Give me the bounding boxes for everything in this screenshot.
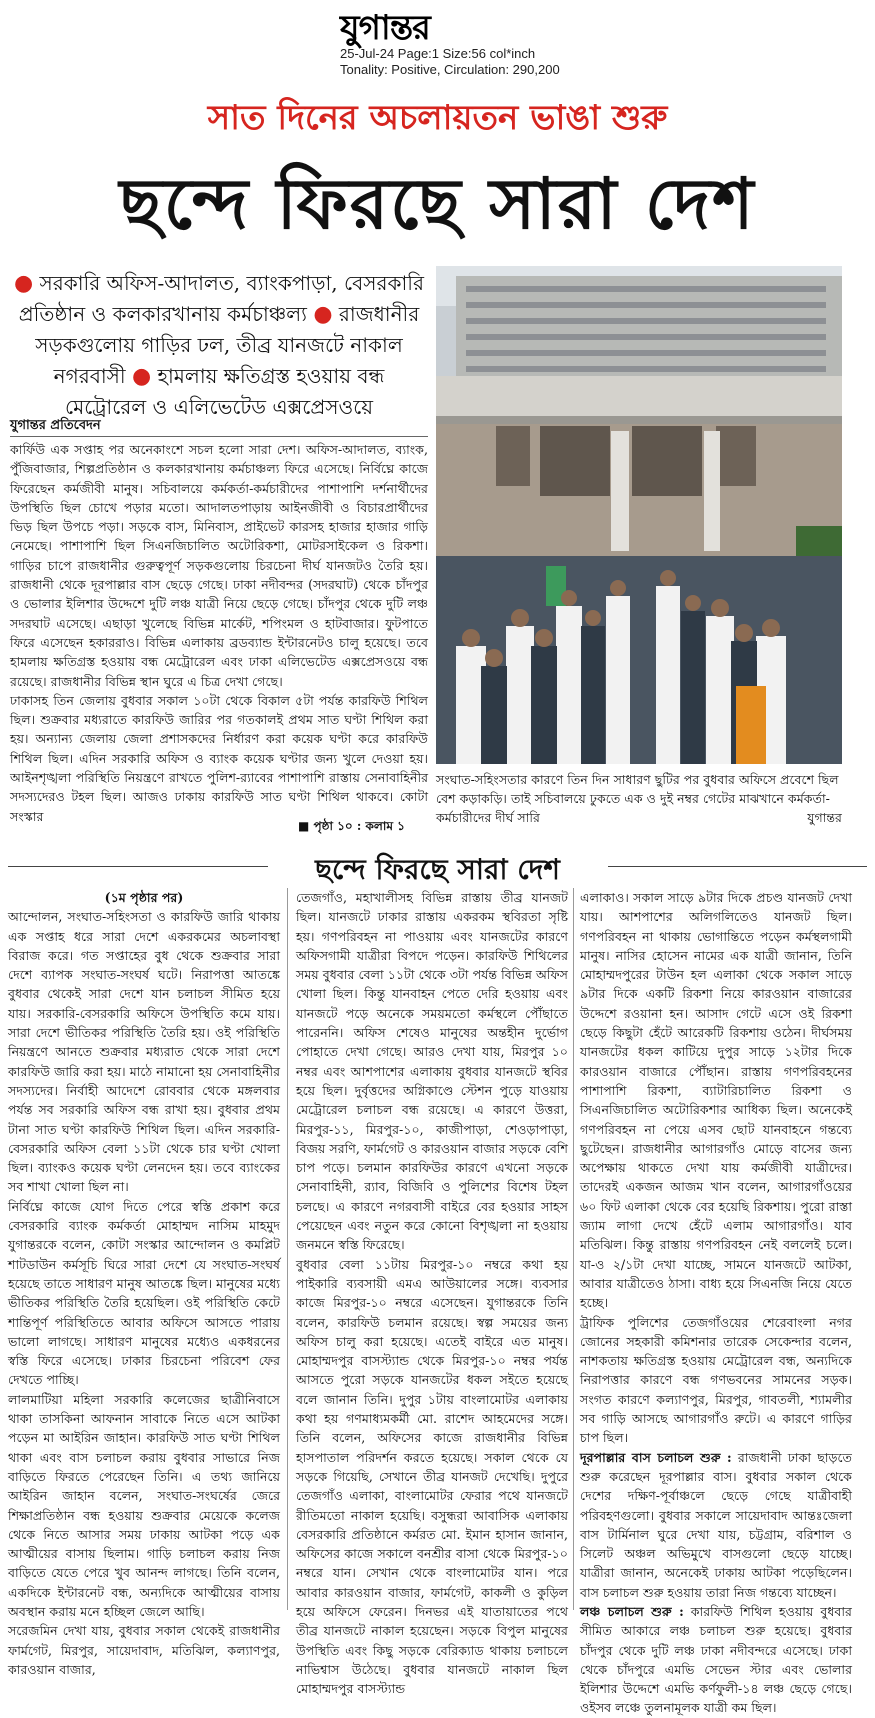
bullet-dot-icon: ● <box>313 302 333 327</box>
byline-divider <box>10 436 428 437</box>
jump-line: ■ পৃষ্ঠা ১০ : কলাম ১ <box>298 819 405 833</box>
byline: যুগান্তর প্রতিবেদন <box>10 418 101 433</box>
newspaper-logo: যুগান্তর <box>340 8 430 48</box>
main-headline: ছন্দে ফিরছে সারা দেশ <box>119 162 756 245</box>
column-divider <box>573 888 574 1610</box>
clipping-meta-tonality: Tonality: Positive, Circulation: 290,200 <box>340 62 560 77</box>
photo-illustration <box>436 266 842 764</box>
column-text: আন্দোলন, সংঘাত-সহিংসতা ও কারফিউ জারি থাকায় এক সপ্তাহ ধরে সারা দেশে একরকমের অচলাবস্থা বিরাজ করে। গত সপ্তাহের বুধ থেকে শুক্রবার সারা দেশে ব্যাপক সংঘাত-সংঘর্ষ ঘটে। নিরাপত্তা আতঙ্কে বুধবার থেকেই সারা দেশে যান চলাচল সীমিত হয়ে যায়। সরকারি-বেসরকারি অফিসে উপস্থিতি কমে যায়। সারা দেশে ভীতিকর পরিস্থিতি তৈরি হয়। ওই পরিস্থিতি নিয়ন্ত্রণে আনতে শুক্রবার মধ্যরাত থেকে সারা দেশে কারফিউ জারি করা হয়। মাঠে নামানো হয় সেনাবাহিনীর সদস্যদের। নির্বাহী আদেশে রোববার থেকে মঙ্গলবার পর্যন্ত সব সরকারি অফিস বন্ধ রাখা হয়। বুধবার প্রথম টানা সাত ঘণ্টা কারফিউ শিথিল ছিল। এদিন সরকারি-বেসরকারি অফিস বেলা ১১টা থেকে চার ঘণ্টা খোলা ছিল। ব্যাংকও কয়েক ঘণ্টা লেনদেন হয়। তবে ব্যাংকের সব শাখা খোলা ছিল না। নির্বিঘ্নে কাজে যোগ দিতে পেরে স্বস্তি প্রকাশ করে বেসরকারি ব্যাংক কর্মকর্তা মোহাম্মদ নাসিম মাহমুদ যুগান্তরকে বলেন, কোটা সংস্কার আন্দোলন ও কমপ্লিট শাটডাউন কর্মসূচি ঘিরে সারা দেশে যে সংঘাত-সংঘর্ষ হয়েছে তাতে সাধারণ মানুষ আতঙ্কে ছিল। মানুষের মধ্যে ভীতিকর পরিস্থিতি তৈরি হয়েছিল। ওই পরিস্থিতি কেটে শান্তিপূর্ণ পরিস্থিতিতে আবার অফিসে আসতে পারায় ভালো লাগছে। সাধারণ মানুষের মধ্যেও একধরনের স্বস্তি ফিরে এসেছে। ঢাকার চিরচেনা পরিবেশ ফের দেখতে পাচ্ছি। লালমাটিয়া মহিলা সরকারি কলেজের ছাত্রীনিবাসে থাকা তাসকিনা আফনান সাবাকে নিতে এসে আটকা পড়েন মা আইরিন জাহান। কারফিউ সাত ঘণ্টা শিথিল থাকা এবং বাস চলাচল করায় বুধবার সাভারে নিজ বাড়িতে ফিরতে পেরেছেন তিনি। এ তথ্য জানিয়ে আইরিন জাহান বলেন, সংঘাত-সংঘর্ষের জেরে শিক্ষাপ্রতিষ্ঠান বন্ধ হওয়ায় শুক্রবার মেয়েকে কলেজ থেকে নিতে আসার সময় ঢাকায় আটকা পড়ে এক আত্মীয়ের বাসায় ছিলাম। গাড়ি চলাচল করায় নিজ বাড়িতে যেতে পেরে খুব আনন্দ লাগছে। তিনি বলেন, একদিকে ইন্টারনেট বন্ধ, অন্যদিকে আত্মীয়ের বাসায় অবস্থান করায় মনে হচ্ছিল জেলে আছি। সরেজমিন দেখা যায়, বুধবার সকাল থেকেই রাজধানীর ফার্মগেট, মিরপুর, সায়েদাবাদ, মতিঝিল, কল্যাণপুর, কারওয়ান বাজার, <box>8 909 280 1677</box>
continuation-header <box>0 848 875 884</box>
summary-item: হামলায় ক্ষতিগ্রস্ত হওয়ায় বন্ধ মেট্রোরেল ও এলিভেটেড এক্সপ্রেসওয়ে <box>64 364 385 419</box>
column-text: রাজধানী ঢাকা ছাড়তে শুরু করেছেন দূরপাল্লার বাস। বুধবার সকাল থেকে দেশের দক্ষিণ-পূর্বাঞ্চলে ছেড়ে গেছে যাত্রীবাহী পরিবহণগুলো। বুধবার সকালে সায়েদাবাদ আন্তঃজেলা বাস টার্মিনাল ঘুরে দেখা যায়, চট্টগ্রাম, বরিশাল ও সিলেট অঞ্চল অভিমুখে বাসগুলো ছেড়ে যাচ্ছে। যাত্রীরা জানান, অনেকেই ঢাকায় আটকা পড়েছিলেন। বাস চলাচল শুরু হওয়ায় তারা নিজ গন্তব্যে যাচ্ছেন। <box>580 1449 852 1600</box>
lead-paragraph: ঢাকাসহ তিন জেলায় বুধবার সকাল ১০টা থেকে বিকাল ৫টা পর্যন্ত কারফিউ শিথিল ছিল। শুক্রবার মধ্যরাতে কারফিউ জারির পর গতকালই প্রথম সাত ঘণ্টা শিথিল করা হয়। অন্যান্য জেলায় জেলা প্রশাসকদের নির্ধারণ করা কয়েক ঘণ্টা করে কারফিউ শিথিল ছিল। এদিন সরকারি অফিস ও ব্যাংক কয়েক ঘণ্টার জন্য খুলে দেওয়া হয়। আইনশৃঙ্খলা পরিস্থিতি নিয়ন্ত্রণে রাখতে পুলিশ-র‌্যাবের পাশাপাশি রাস্তায় সেনাবাহিনীর সদস্যদেরও টহল ছিল। আজও ঢাকায় কারফিউ সাত ঘণ্টা শিথিল থাকবে। কোটা সংস্কার <box>10 692 428 824</box>
summary-bullets <box>10 268 428 423</box>
subhead-launch: লঞ্চ চলাচল শুরু : <box>580 1603 684 1619</box>
column-text: কারফিউ শিথিল হওয়ায় বুধবার সীমিত আকারে লঞ্চ চলাচল শুরু হয়েছে। বুধবার চাঁদপুর থেকে দুটি লঞ্চ ঢাকা নদীবন্দরে এসেছে। ঢাকা থেকে চাঁদপুরে এমভি সেভেন স্টার এবং ভোলার ইলিশার উদ্দেশে এমভি কর্ণফুলী-১৪ লঞ্চ ছেড়ে গেছে। ওইসব লঞ্চে তুলনামূলক যাত্রী কম ছিল। <box>580 1603 852 1716</box>
lead-story <box>10 440 428 826</box>
continuation-title: ছন্দে ফিরছে সারা দেশ <box>315 853 560 886</box>
continuation-column-2 <box>296 888 568 1697</box>
clipping-meta-date-size: 25-Jul-24 Page:1 Size:56 col*inch <box>340 46 536 61</box>
summary-item: রাজধানীর সড়কগুলোয় গাড়ির ঢল, তীব্র যানজটে নাকাল নগরবাসী <box>35 302 420 388</box>
continued-from-label: (১ম পৃষ্ঠার পর) <box>104 890 184 905</box>
photo-credit: যুগান্তর <box>807 810 842 825</box>
continuation-column-1 <box>8 888 280 1677</box>
continuation-column-3 <box>580 888 852 1716</box>
lead-paragraph: কার্ফিউ এক সপ্তাহ পর অনেকাংশে সচল হলো সারা দেশ। অফিস-আদালত, ব্যাংক, পুঁজিবাজার, শিল্পপ্রতিষ্ঠান ও কলকারখানায় কর্মচাঞ্চল্য ফিরে এসেছে। নির্বিঘ্নে কাজে ফিরেছেন কর্মজীবী মানুষ। সচিবালয়ে কর্মকর্তা-কর্মচারীদের পাশাপাশি দর্শনার্থীদের উপস্থিতি ছিল চোখে পড়ার মতো। আদালতপাড়ায় আইনজীবী ও বিচারপ্রার্থীদের ভিড় ছিল উপচে পড়া। সড়কে বাস, মিনিবাস, প্রাইভেট কারসহ হাজার হাজার গাড়ি নেমেছে। পাশাপাশি ছিল সিএনজিচালিত অটোরিকশা, মোটরসাইকেল ও রিকশা। গাড়ির চাপে রাজধানীর গুরুত্বপূর্ণ সড়কগুলোয় চিরচেনা দীর্ঘ যানজটও তৈরি হয়। রাজধানী থেকে দূরপাল্লার বাস ছেড়ে গেছে। ঢাকা নদীবন্দর (সদরঘাট) থেকে চাঁদপুর ও ভোলার ইলিশার উদ্দেশে দুটি লঞ্চ যাত্রী নিয়ে ছেড়ে গেছে। চাঁদপুর থেকে দুটি লঞ্চ সদরঘাট এসেছে। এছাড়া খুলেছে বিভিন্ন মার্কেট, শপিংমল ও হাটবাজার। ফুটপাতে ফিরে এসেছেন হকাররাও। বিভিন্ন এলাকায় ব্রডব্যান্ড ইন্টারনেটও চালু হয়েছে। তবে হামলায় ক্ষতিগ্রস্ত হওয়ায় বন্ধ মেট্রোরেল এবং ঢাকা এলিভেটেড এক্সপ্রেসওয়ে বন্ধ রয়েছে। রাজধানীর বিভিন্ন স্থান ঘুরে এ চিত্র দেখা গেছে। <box>10 442 428 689</box>
masthead <box>0 0 875 80</box>
kicker-headline: সাত দিনের অচলায়তন ভাঙা শুরু <box>207 98 668 138</box>
column-divider <box>287 888 288 1610</box>
bullet-dot-icon: ● <box>13 271 34 296</box>
photo-caption <box>436 770 842 827</box>
news-photo-secretariat-queue <box>436 266 842 764</box>
subhead-long-distance-bus: দূরপাল্লার বাস চলাচল শুরু : <box>580 1449 732 1465</box>
summary-item: সরকারি অফিস-আদালত, ব্যাংকপাড়া, বেসরকারি প্রতিষ্ঠান ও কলকারখানায় কর্মচাঞ্চল্য <box>18 271 424 326</box>
column-text: এলাকাও। সকাল সাড়ে ৯টার দিকে প্রচণ্ড যানজট দেখা যায়। আশপাশের অলিগলিতেও যানজট ছিল। গণপরিবহন না থাকায় ভোগান্তিতে পড়েন কর্মস্থলগামী মানুষ। নাসির হোসেন নামের এক যাত্রী জানান, তিনি মোহাম্মদপুরের টাউন হল এলাকা থেকে সকাল সাড়ে ৯টার দিকে একটি রিকশা নিয়ে কারওয়ান বাজারের উদ্দেশে রওয়ানা হন। আসাদ গেটে এসে ওই রিকশা ছেড়ে কিছুটা হেঁটে আরেকটি রিকশায় ওঠেন। দীর্ঘসময় যানজটের ধকল কাটিয়ে দুপুর সাড়ে ১২টার দিকে কারওয়ান বাজারে পৌঁছান। রাস্তায় গণপরিবহনের পাশাপাশি রিকশা, ব্যাটারিচালিত রিকশা ও সিএনজিচালিত অটোরিকশার আধিক্য ছিল। অনেকেই গণপরিবহন না পেয়ে এসব ছোট যানবাহনে গন্তব্যে ছুটেছেন। রাজধানীর আগারগাঁও মোড়ে বাসের জন্য অপেক্ষায় থাকতে দেখা যায় কর্মজীবী যাত্রীদের। তাদেরই একজন আজম খান বলেন, আগারগাঁওয়ের ৬০ ফিট এলাকা থেকে বের হয়েছি রিকশায়। পুরো রাস্তা জ্যাম লাগা দেখে হেঁটে এলাম আগারগাঁও। যাব মতিঝিল। কিন্তু রাস্তায় গণপরিবহন নেই বললেই চলে। যা-ও ২/১টা দেখা যাচ্ছে, সামনে যানজটে আটকা, আবার যাত্রীতেও ঠাসা। বাধ্য হয়ে সিএনজি নিয়ে যেতে হচ্ছে। ট্রাফিক পুলিশের তেজগাঁওয়ের শেরেবাংলা নগর জোনের সহকারী কমিশনার তারেক সেকেন্দার বলেন, নাশকতায় ক্ষতিগ্রস্ত হওয়ায় মেট্রোরেল বন্ধ, অন্যদিকে নিরাপত্তার কারণে বন্ধ গণভবনের সামনের সড়ক। সংগত কারণে কল্যাণপুর, মিরপুর, গাবতলী, শ্যামলীর সব গাড়ি আসছে আগারগাঁও রুটে। এ কারণে গাড়ির চাপ ছিল। <box>580 890 852 1446</box>
column-text: তেজগাঁও, মহাখালীসহ বিভিন্ন রাস্তায় তীব্র যানজট ছিল। যানজটে ঢাকার রাস্তায় একরকম স্থবিরতা সৃষ্টি হয়। গণপরিবহন না পাওয়ায় এবং যানজটের কারণে অফিসগামী যাত্রীরা বিপদে পড়েন। কারফিউ শিথিলের সময় বুধবার বেলা ১১টা থেকে ৩টা পর্যন্ত বিভিন্ন অফিস খোলা ছিল। কিন্তু যানবাহন পেতে দেরি হওয়ায় এবং যানজটে পড়ে অনেকে সময়মতো কর্মস্থলে পৌঁছাতে পারেননি। অফিস শেষেও মানুষের অন্তহীন দুর্ভোগ পোহাতে দেখা গেছে। আরও দেখা যায়, মিরপুর ১০ নম্বর এবং আশপাশের এলাকায় বুধবার যানজটে স্থবির হয়ে ছিল। দুর্বৃত্তদের অগ্নিকাণ্ডে স্টেশন পুড়ে যাওয়ায় মেট্রোরেল চলাচল বন্ধ রয়েছে। এ কারণে উত্তরা, মিরপুর-১১, মিরপুর-১০, কাজীপাড়া, শেওড়াপাড়া, বিজয় সরণি, ফার্মগেট ও কারওয়ান বাজার সড়কে বেশি চাপ পড়ে। চলমান কারফিউর কারণে এখনো সড়কে সেনাবাহিনী, র‌্যাব, বিজিবি ও পুলিশের বিশেষ টহল চলছে। এ কারণে নগরবাসী বাইরে বের হওয়ার সাহস পেয়েছেন এবং নতুন করে কোনো বিশৃঙ্খলা না হওয়ায় জনমনে স্বস্তি ফিরেছে। বুধবার বেলা ১১টায় মিরপুর-১০ নম্বরে কথা হয় পাইকারি ব্যবসায়ী এমএ আউয়ালের সঙ্গে। ব্যবসার কাজে মিরপুর-১০ নম্বরে এসেছেন। যুগান্তরকে তিনি বলেন, কারফিউ চলমান রয়েছে। স্বল্প সময়ের জন্য অফিস চালু করা হয়েছে। এতেই বাইরে এত মানুষ। মোহাম্মদপুর বাসস্ট্যান্ড থেকে মিরপুর-১০ নম্বর পর্যন্ত আসতে পুরো সড়কে যানজটের ধকল সইতে হয়েছে বলে জানান তিনি। দুপুর ১টায় বাংলামোটর এলাকায় কথা হয় গণমাধ্যমকর্মী মো. রাশেদ আহমেদের সঙ্গে। তিনি বলেন, অফিসের কাজে রাজধানীর বিভিন্ন হাসপাতাল পরিদর্শন করতে হয়েছে। সকাল থেকে যে সড়কে গিয়েছি, সেখানে তীব্র যানজট দেখেছি। দুপুরে তেজগাঁও এলাকা, বাংলামোটর ফেরার পথে যানজটে রীতিমতো নাকাল হয়েছি। বসুন্ধরা আবাসিক এলাকায় বেসরকারি প্রতিষ্ঠানে কর্মরত মো. ইমান হাসান জানান, অফিসের কাজে সকালে বনশ্রীর বাসা থেকে মিরপুর-১০ নম্বরে যান। সেখান থেকে বাংলামোটর যান। পরে আবার কারওয়ান বাজার, ফার্মগেট, কাকলী ও কুড়িল হয়ে অফিসে ফেরেন। দিনভর এই যাতায়াতের পথে তীব্র যানজটে নাকাল হয়েছেন। সড়কে বিপুল মানুষের উপস্থিতি এবং কিছু সড়কে বেরিক্যাড থাকায় চলাচলে নাভিশ্বাস উঠেছে। বুধবার যানজটে নাকাল ছিল মোহাম্মদপুর বাসস্ট্যান্ড <box>296 890 568 1697</box>
caption-text: সংঘাত-সহিংসতার কারণে তিন দিন সাধারণ ছুটির পর বুধবার অফিসে প্রবেশে ছিল বেশ কড়াকড়ি। তাই সচিবালয়ে ঢুকতে এক ও দুই নম্বর গেটের মাঝখানে কর্মকর্তা-কর্মচারীদের দীর্ঘ সারি <box>436 772 839 825</box>
bullet-dot-icon: ● <box>131 364 152 389</box>
